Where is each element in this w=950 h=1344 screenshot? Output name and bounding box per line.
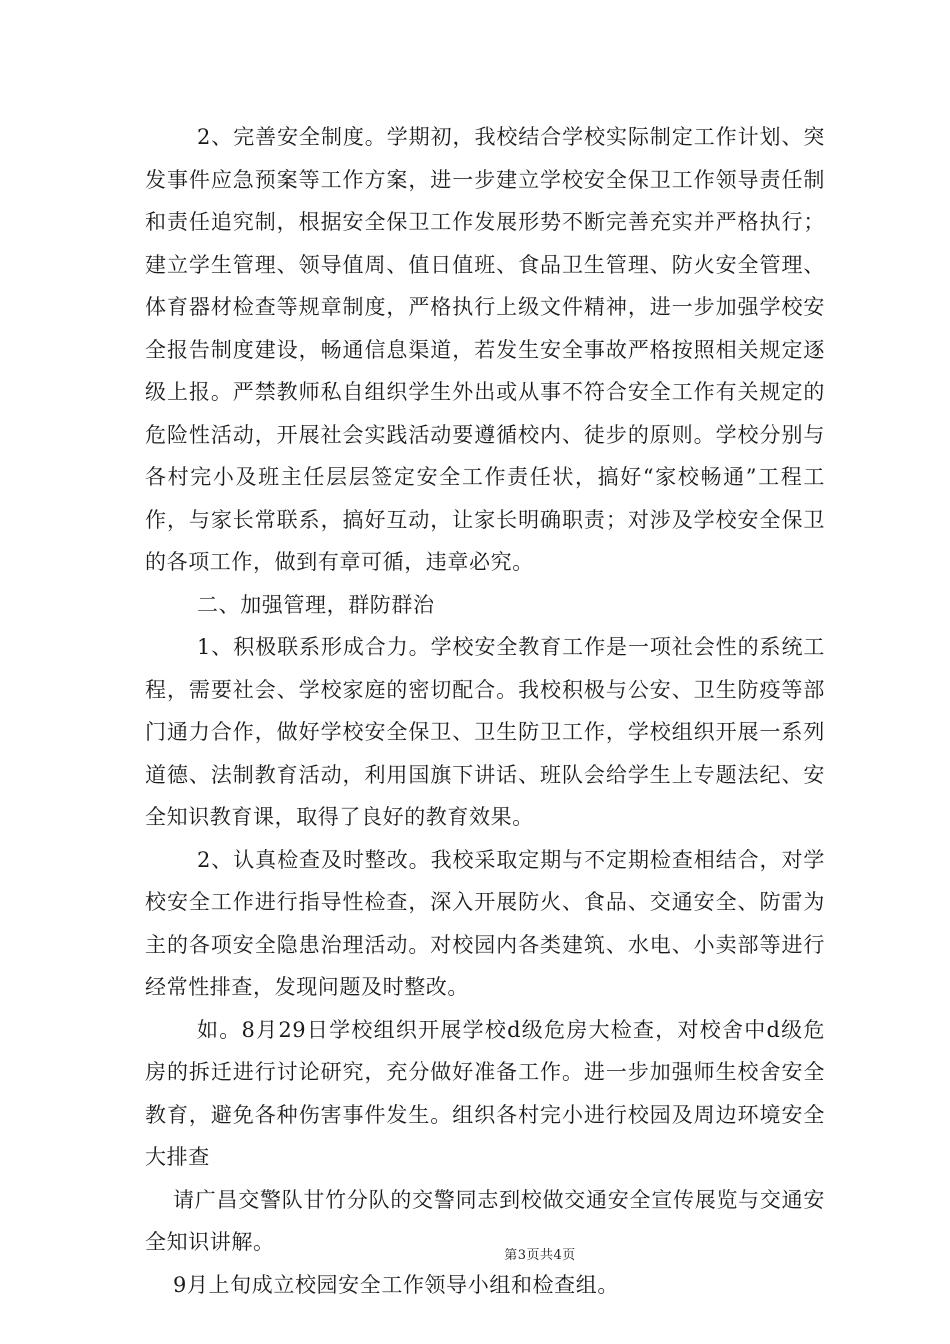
paragraph-inspection: 2、认真检查及时整改。我校采取定期与不定期检查相结合，对学校安全工作进行指导性检查，深入开展防火、食品、交通安全、防雷为主的各项安全隐患治理活动。对校园内各类建筑、水电、小卖部等进行经常性排查，发现问题及时整改。	[145, 847, 825, 999]
paragraph-safety-group: 9月上旬成立校园安全工作领导小组和检查组。	[173, 1272, 619, 1297]
page-number: 第3页共4页	[504, 1248, 576, 1263]
section-heading-management: 二、加强管理，群防群治	[197, 592, 435, 617]
document-body	[145, 116, 825, 1306]
paragraph-safety-system: 2、完善安全制度。学期初，我校结合学校实际制定工作计划、突发事件应急预案等工作方案，进一步建立学校安全保卫工作领导责任制和责任追究制，根据安全保卫工作发展形势不断完善充实并严格执行；建立学生管理、领导值周、值日值班、食品卫生管理、防火安全管理、体育器材检查等规章制度，严格执行上级文件精神，进一步加强学校安全报告制度建设，畅通信息渠道，若发生安全事故严格按照相关规定逐级上报。严禁教师私自组织学生外出或从事不符合安全工作有关规定的危险性活动，开展社会实践活动要遵循校内、徒步的原则。学校分别与各村完小及班主任层层签定安全工作责任状，搞好“家校畅通”工程工作，与家长常联系，搞好互动，让家长明确职责；对涉及学校安全保卫的各项工作，做到有章可循，违章必究。	[145, 125, 825, 574]
paragraph-traffic-police: 请广昌交警队甘竹分队的交警同志到校做交通安全宣传展览与交通安全知识讲解。	[145, 1187, 825, 1254]
paragraph-example-inspection: 如。8月29日学校组织开展学校d级危房大检查，对校舍中d级危房的拆迁进行讨论研究，充分做好准备工作。进一步加强师生校舍安全教育，避免各种伤害事件发生。组织各村完小进行校园及周边环境安全大排查	[145, 1017, 825, 1169]
paragraph-joint-effort: 1、积极联系形成合力。学校安全教育工作是一项社会性的系统工程，需要社会、学校家庭的密切配合。我校积极与公安、卫生防疫等部门通力合作，做好学校安全保卫、卫生防卫工作，学校组织开展一系列道德、法制教育活动，利用国旗下讲话、班队会给学生上专题法纪、安全知识教育课，取得了良好的教育效果。	[145, 635, 825, 829]
